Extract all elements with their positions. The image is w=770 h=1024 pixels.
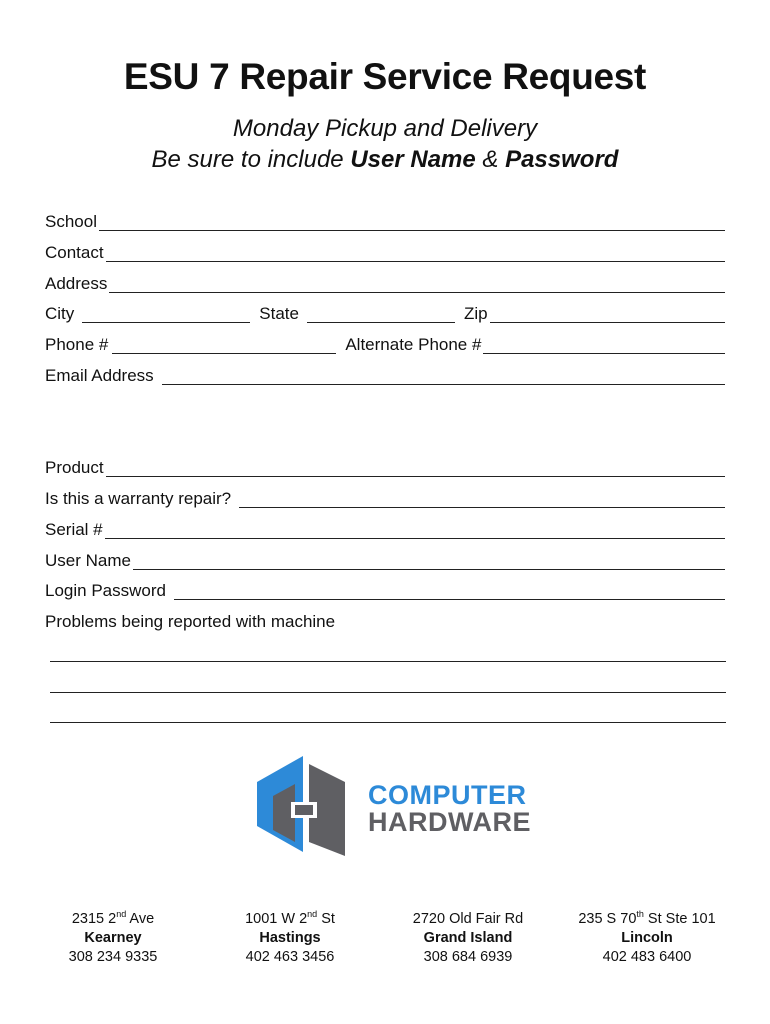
problems-line-1[interactable] [50, 661, 726, 662]
location-phone: 308 234 9335 [68, 949, 158, 965]
city-state-zip-row [45, 304, 725, 324]
school-label: School [45, 212, 97, 231]
serial-line[interactable] [105, 522, 725, 539]
email-field[interactable] [45, 366, 725, 386]
contact-label: Contact [45, 243, 104, 262]
address-field[interactable] [45, 274, 725, 294]
email-line[interactable] [162, 368, 725, 385]
contact-line[interactable] [106, 245, 725, 262]
location-street: 2720 Old Fair Rd [412, 911, 524, 927]
problems-line-2[interactable] [50, 692, 726, 693]
address-label: Address [45, 274, 108, 293]
zip-line[interactable] [490, 306, 725, 323]
location-hastings [200, 910, 380, 967]
location-kearney [23, 910, 203, 967]
serial-label: Serial # [45, 520, 103, 539]
user-name-line[interactable] [133, 553, 725, 570]
location-phone: 402 483 6400 [602, 949, 692, 965]
user-name-label: User Name [45, 551, 131, 570]
warranty-line[interactable] [239, 491, 725, 508]
login-password-label: Login Password [45, 581, 166, 600]
problems-label: Problems being reported with machine [45, 612, 336, 631]
login-password-field[interactable] [45, 581, 725, 601]
login-password-line[interactable] [174, 583, 725, 600]
location-street: 1001 W 2nd St [245, 909, 335, 927]
serial-field[interactable] [45, 520, 725, 540]
include-credentials-note: Be sure to include User Name & Password [151, 146, 619, 173]
problems-field [45, 612, 725, 632]
product-line[interactable] [106, 460, 725, 477]
location-phone: 402 463 3456 [245, 949, 335, 965]
warranty-field[interactable] [45, 489, 725, 509]
alternate-phone-label: Alternate Phone # [345, 335, 482, 354]
zip-label: Zip [463, 304, 488, 323]
warranty-label: Is this a warranty repair? [45, 489, 232, 508]
product-label: Product [45, 458, 104, 477]
logo-text-hardware: HARDWARE [368, 807, 531, 837]
phone-row [45, 335, 725, 355]
problems-line-3[interactable] [50, 722, 726, 723]
city-line[interactable] [82, 306, 250, 323]
pickup-subtitle: Monday Pickup and Delivery [232, 115, 538, 142]
location-street: 2315 2nd Ave [71, 909, 155, 927]
phone-label: Phone # [45, 335, 109, 354]
address-line[interactable] [109, 276, 725, 293]
city-label: City [45, 304, 75, 323]
user-name-field[interactable] [45, 551, 725, 571]
location-city: Kearney [84, 930, 142, 946]
school-line[interactable] [99, 214, 725, 231]
contact-field[interactable] [45, 243, 725, 263]
logo-mark-bar-inner [295, 805, 313, 815]
form-title: ESU 7 Repair Service Request [123, 56, 647, 97]
location-city: Grand Island [423, 930, 513, 946]
email-label: Email Address [45, 366, 154, 385]
location-phone: 308 684 6939 [423, 949, 513, 965]
alternate-phone-line[interactable] [483, 337, 725, 354]
location-city: Hastings [259, 930, 321, 946]
logo-text-computer: COMPUTER [368, 780, 527, 810]
state-line[interactable] [307, 306, 455, 323]
state-label: State [259, 304, 299, 323]
location-grand-island [378, 910, 558, 967]
location-city: Lincoln [621, 930, 673, 946]
school-field[interactable] [45, 212, 725, 232]
phone-line[interactable] [112, 337, 336, 354]
location-street: 235 S 70th St Ste 101 [578, 909, 716, 927]
product-field[interactable] [45, 458, 725, 478]
location-lincoln [557, 910, 737, 967]
